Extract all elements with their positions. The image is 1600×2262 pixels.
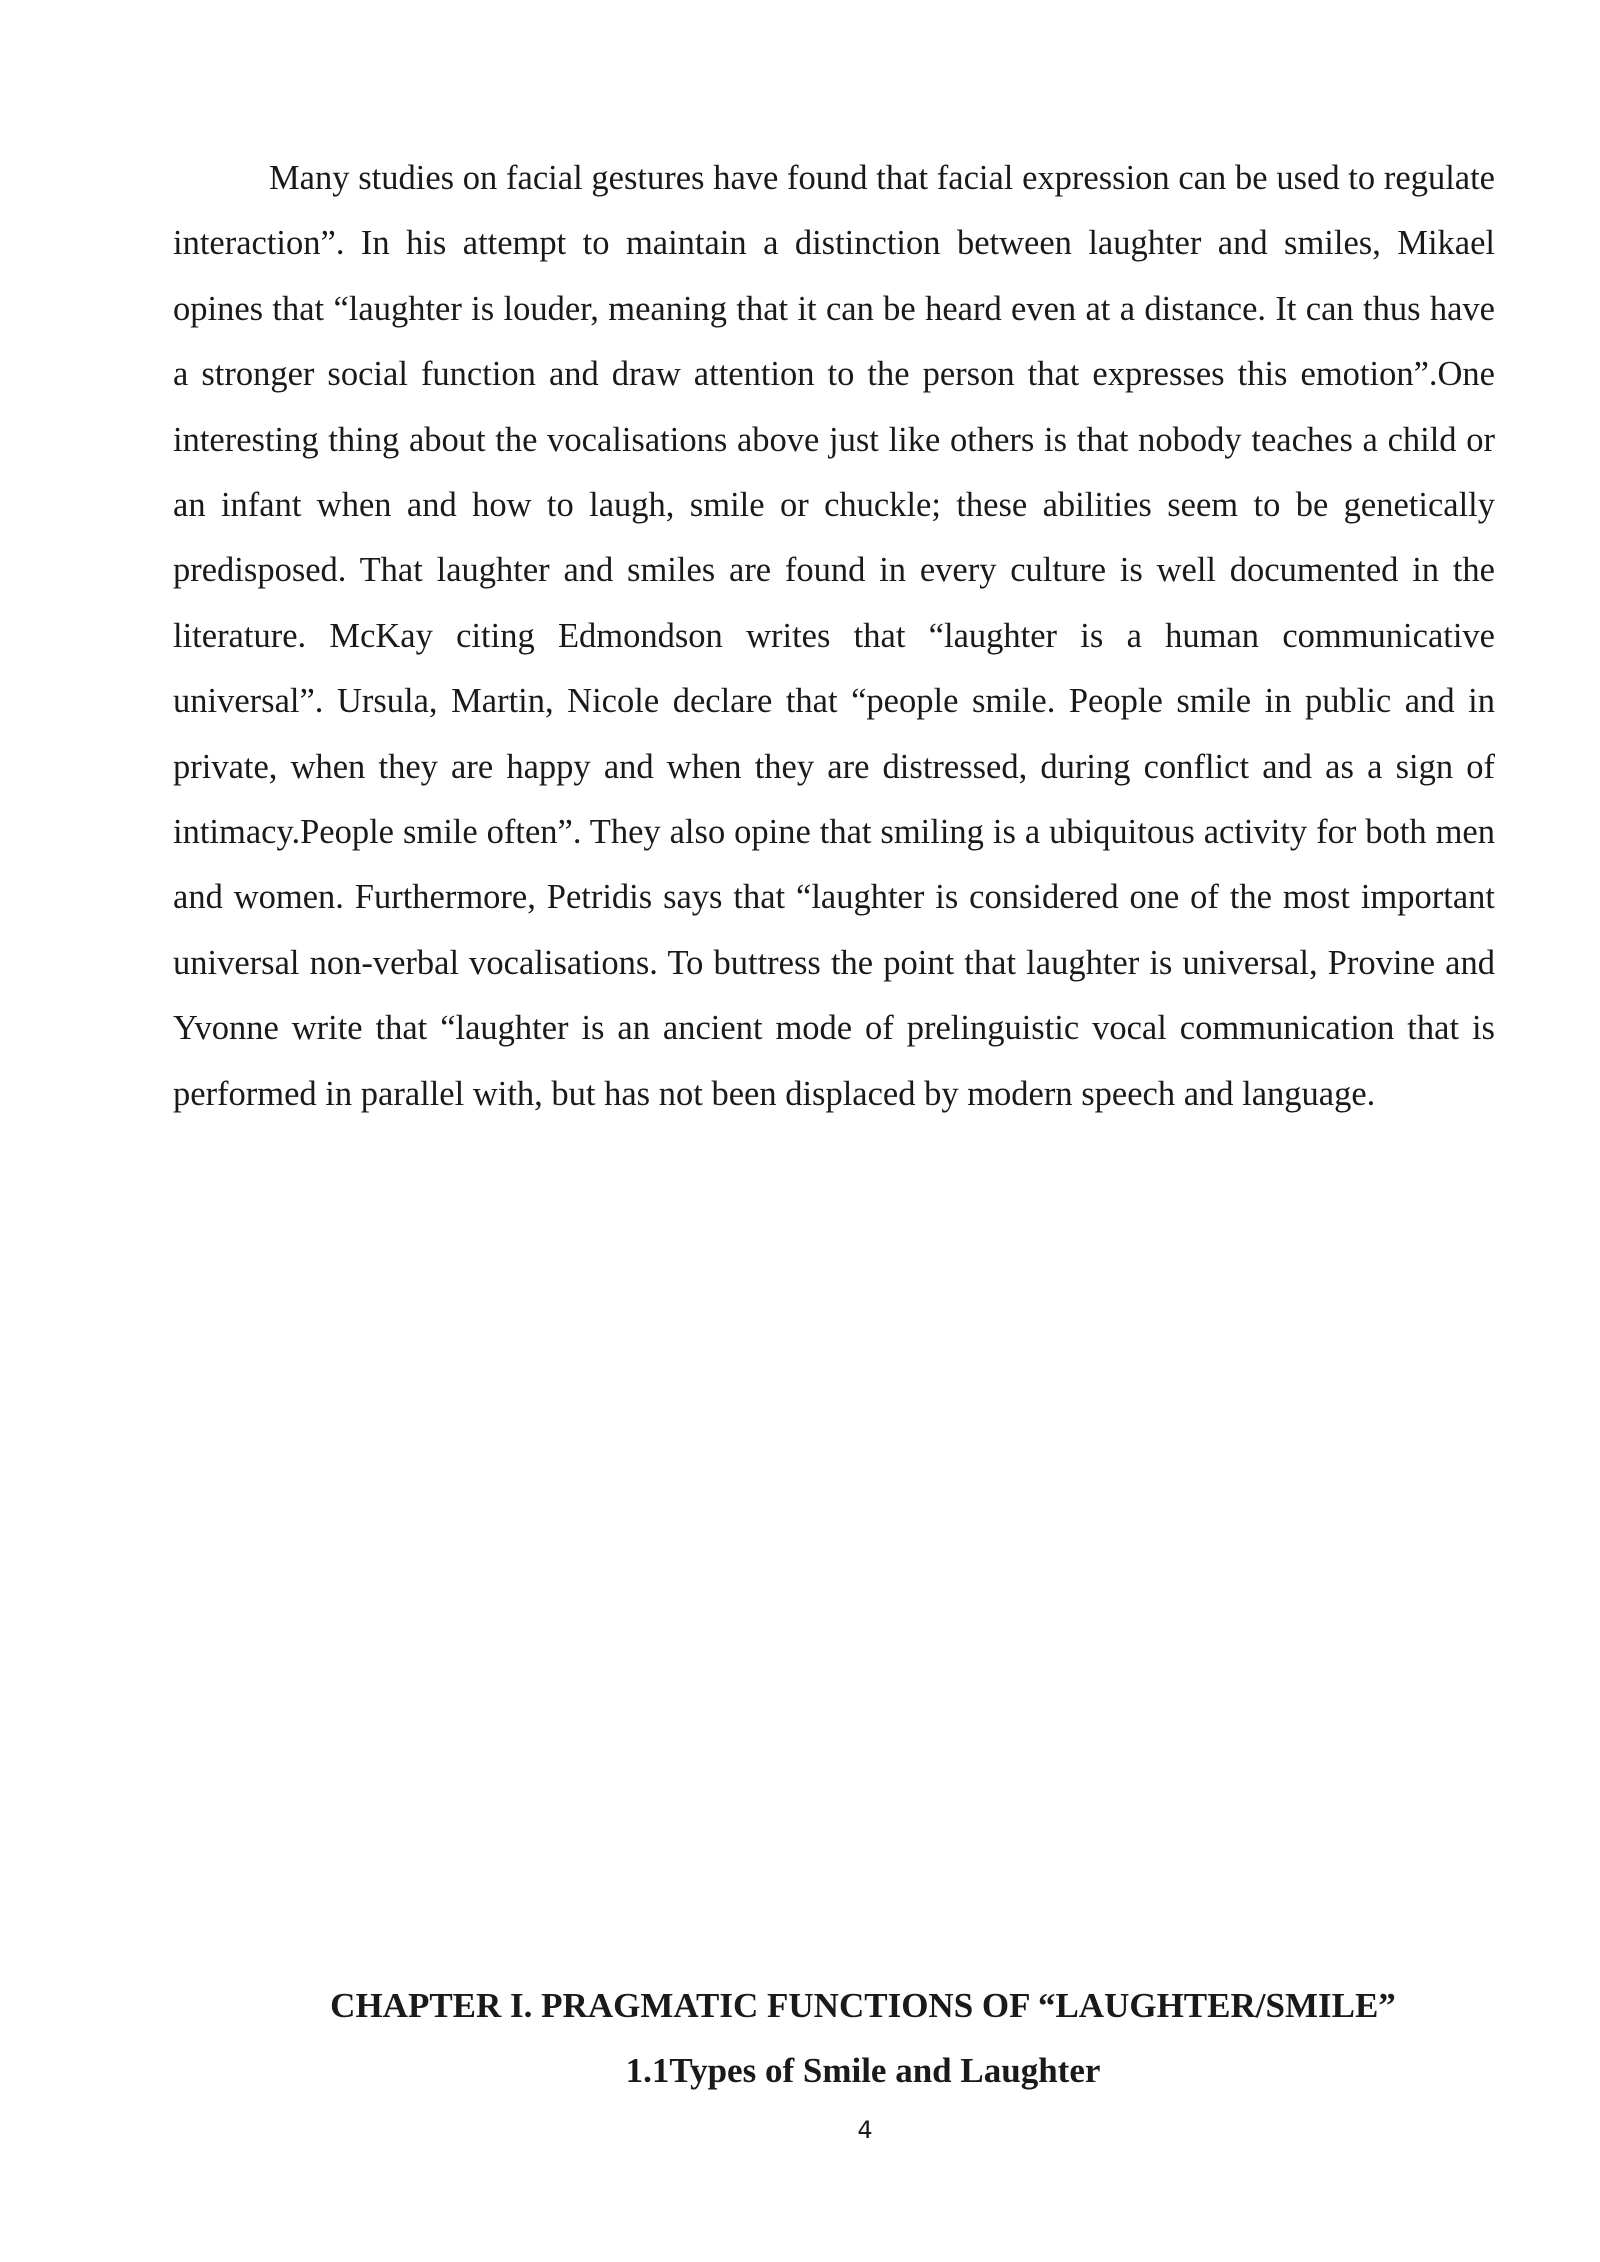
page-number: 4 (857, 2116, 873, 2144)
body-paragraph: Many studies on facial gestures have found that facial expression can be used to regulate interaction”. In his attempt to maintain a distinction between laughter and smiles, Mikael opines that “laughter is louder, meaning that it can be heard even at a distance. It can thus have a stronger social function and draw attention to the person that expresses this emotion”.One interesting thing about the vocalisations above just like others is that nobody teaches a child or an infant when and how to laugh, smile or chuckle; these abilities seem to be genetically predisposed. That laughter and smiles are found in every culture is well documented in the literature. McKay citing Edmondson writes that “laughter is a human communicative universal”. Ursula, Martin, Nicole declare that “people smile. People smile in public and in private, when they are happy and when they are distressed, during conflict and as a sign of intimacy.People smile often”. They also opine that smiling is a ubiquitous activity for both men and women. Furthermore, Petridis says that “laughter is considered one of the most important universal non-verbal vocalisations. To buttress the point that laughter is universal, Provine and Yvonne write that “laughter is an ancient mode of prelinguistic vocal communication that is performed in parallel with, but has not been displaced by modern speech and language. (173, 159, 1495, 1113)
chapter-heading: CHAPTER I. PRAGMATIC FUNCTIONS OF “LAUGHTER/SMILE” (330, 1986, 1396, 2025)
section-heading: 1.1Types of Smile and Laughter (625, 2051, 1101, 2090)
